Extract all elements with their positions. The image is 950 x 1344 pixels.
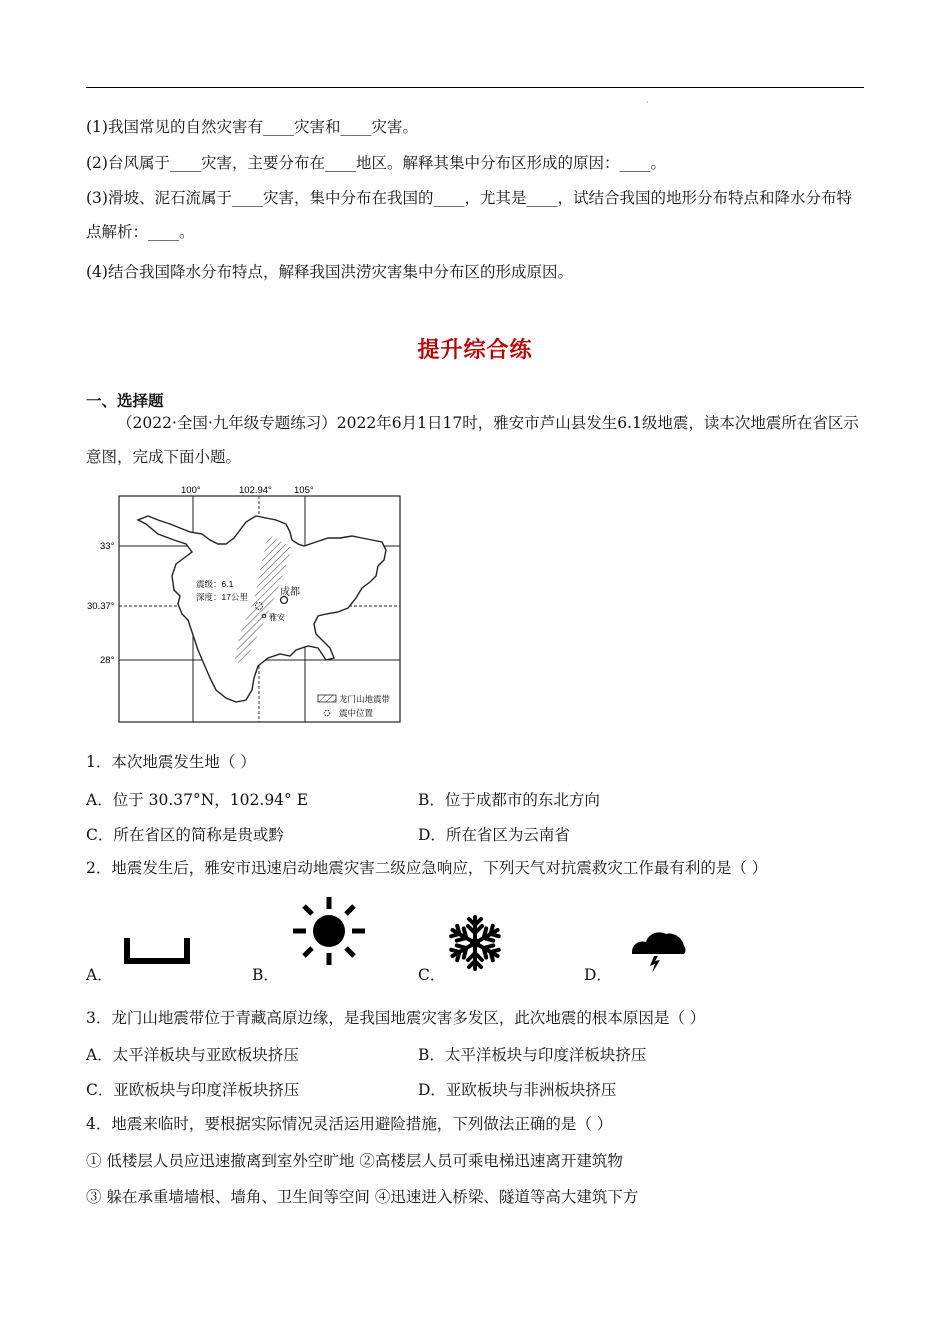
lon-label: 105° (294, 485, 314, 496)
intro-text: （2022·全国·九年级专题练习）2022年6月1日17时，雅安市芦山县发生6.1级地震，读本次地震所在省区示意图，完成下面小题。 (86, 414, 859, 466)
section-title: 提升综合练 (417, 337, 533, 363)
q3-option-d[interactable]: D．亚欧板块与非洲板块挤压 (418, 1081, 617, 1099)
q3-option-b[interactable]: B．太平洋板块与印度洋板块挤压 (418, 1046, 647, 1064)
q1-option-c[interactable]: C．所在省区的简称是贵或黔 (86, 826, 284, 844)
q2-stem: 2．地震发生后，雅安市迅速启动地震灾害二级应急响应，下列天气对抗震救灾工作最有利的是（ ） (86, 859, 768, 877)
magnitude-label: 震级：6.1 (196, 579, 234, 589)
lon-label: 102.94° (239, 485, 272, 496)
q1-option-b[interactable]: B．位于成都市的东北方向 (418, 791, 600, 809)
section-heading: 一、选择题 (86, 391, 164, 410)
lon-label: 100° (181, 485, 201, 496)
yaan-label: 雅安 (269, 613, 285, 622)
question-1-text: (1)我国常见的自然灾害有____灾害和____灾害。 (86, 118, 418, 136)
question-3-text: (3)滑坡、泥石流属于____灾害，集中分布在我国的____，尤其是____，试结合我国的地形分布特点和降水分布特点解析：____。 (86, 189, 852, 241)
q2-option-b[interactable]: B． (252, 966, 279, 984)
q4-choice-line-1: ① 低楼层人员应迅速撤离到室外空旷地 ②高楼层人员可乘电梯迅速离开建筑物 (86, 1152, 623, 1170)
q2-option-c[interactable]: C． (418, 966, 446, 984)
lat-label: 28° (100, 655, 115, 666)
earthquake-map (86, 482, 408, 726)
header-mark: · (646, 98, 649, 107)
depth-label: 深度：17公里 (196, 592, 248, 602)
q3-option-a[interactable]: A．太平洋板块与亚欧板块挤压 (86, 1046, 299, 1064)
q1-stem: 1．本次地震发生地（ ） (86, 753, 256, 771)
overcast-icon (124, 936, 192, 966)
thunderstorm-icon (628, 930, 688, 974)
chengdu-label: 成都 (280, 587, 300, 598)
question-2-text: (2)台风属于____灾害，主要分布在____地区。解释其集中分布区形成的原因：____。 (86, 154, 666, 172)
sun-icon (290, 895, 368, 967)
header-rule (86, 87, 864, 88)
lat-label: 30.37° (87, 601, 115, 612)
q2-option-a[interactable]: A． (86, 966, 113, 984)
q4-stem: 4．地震来临时，要根据实际情况灵活运用避险措施，下列做法正确的是（ ） (86, 1115, 613, 1133)
lat-label: 33° (100, 541, 115, 552)
q3-stem: 3．龙门山地震带位于青藏高原边缘，是我国地震灾害多发区，此次地震的根本原因是（ ） (86, 1009, 706, 1027)
question-4-text: (4)结合我国降水分布特点，解释我国洪涝灾害集中分布区的形成原因。 (86, 263, 573, 281)
snowflake-icon (446, 914, 504, 972)
q4-choice-line-2: ③ 躲在承重墙墙根、墙角、卫生间等空间 ④迅速进入桥梁、隧道等高大建筑下方 (86, 1188, 639, 1206)
q2-option-d[interactable]: D． (584, 966, 612, 984)
q1-option-a[interactable]: A．位于 30.37°N，102.94° E (86, 791, 309, 809)
legend-belt-swatch (318, 695, 336, 702)
q1-option-d[interactable]: D．所在省区为云南省 (418, 826, 570, 844)
legend-belt-label: 龙门山地震带 (339, 694, 391, 704)
legend-epicenter-label: 震中位置 (339, 708, 374, 718)
q3-option-c[interactable]: C．亚欧板块与印度洋板块挤压 (86, 1081, 300, 1099)
